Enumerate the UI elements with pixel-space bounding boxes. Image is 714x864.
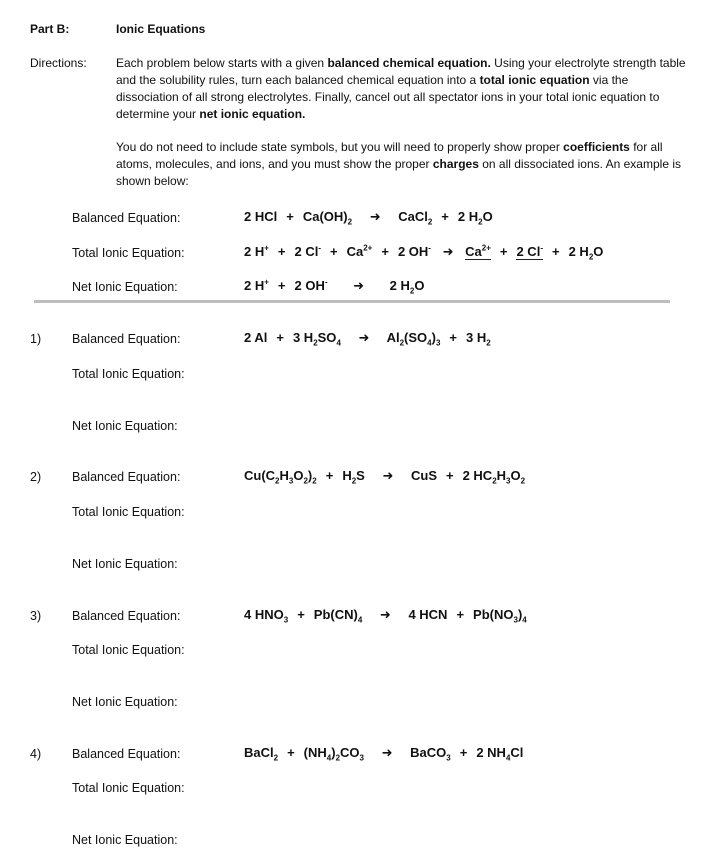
example-balanced-label: Balanced Equation: (72, 211, 181, 225)
example-total-equation: 2 H+ + 2 $Cl^- + Ca^{2+} + 2$ OH- ➜ $Ca^{2+} + 2$ Cl- + 2 $H_2O$ (244, 243, 604, 262)
problem-3-total-label: Total Ionic Equation: (72, 643, 185, 657)
problem-3-net-label: Net Ionic Equation: (72, 695, 178, 709)
directions-label: Directions: (30, 56, 87, 70)
example-net-equation: 2 H+ + 2 OH- ➜ 2 $H_2O$ (244, 277, 425, 296)
problem-1-total-label: Total Ionic Equation: (72, 367, 185, 381)
section-title: Ionic Equations (116, 22, 206, 36)
problem-2-number: 2) (30, 470, 42, 484)
problem-1-balanced-label: Balanced Equation: (72, 332, 181, 346)
example-net-label: Net Ionic Equation: (72, 280, 178, 294)
example-balanced-equation: 2 HCl + $Ca(OH)_2$ ➜ CaCl$_2$ + 2 $H_2O$ (244, 209, 493, 227)
spectator-ion: 2 Cl- (516, 243, 543, 259)
reaction-arrow-icon: ➜ (379, 607, 391, 622)
spectator-ion: $Ca^{2+}$ (465, 243, 491, 259)
problem-3-equation: 4 $HNO_3 + Pb(CN)_4$ ➜ 4 HCN + $Pb(NO_3)_4$ (244, 607, 527, 625)
problem-1-number: 1) (30, 332, 42, 346)
section-divider (34, 300, 670, 303)
problem-2-balanced-label: Balanced Equation: (72, 470, 181, 484)
problem-4-total-label: Total Ionic Equation: (72, 781, 185, 795)
problem-4-net-label: Net Ionic Equation: (72, 833, 178, 847)
reaction-arrow-icon: ➜ (382, 468, 394, 483)
problem-4-equation: BaCl$_2$ + $(NH_4)_2CO_3$ ➜ BaCO$_3$ + 2 $NH_4Cl$ (244, 745, 524, 763)
reaction-arrow-icon: ➜ (369, 209, 381, 224)
directions-paragraph-2: You do not need to include state symbols, but you will need to properly show proper coefficients for all atoms, molecules, and ions, and you must show the proper charges on all dissociated ions. An example is shown below: (116, 140, 681, 188)
part-label: Part B: (30, 22, 70, 36)
directions-paragraph-1: Each problem below starts with a given balanced chemical equation. Using your electrolyte strength table and the solubility rules, turn each balanced chemical equation into a total ionic equation via the dissociation of all strong electrolytes. Finally, cancel out all spectator ions in your total ionic equation to determine your net ionic equation. (116, 56, 686, 121)
problem-1-equation: 2 Al + 3 $H_2SO_4$ ➜ $Al_2(SO_4)_3 + 3$ $H_2$ (244, 330, 491, 348)
reaction-arrow-icon: ➜ (353, 278, 365, 293)
problem-2-net-label: Net Ionic Equation: (72, 557, 178, 571)
problem-4-number: 4) (30, 747, 42, 761)
problem-3-number: 3) (30, 609, 42, 623)
reaction-arrow-icon: ➜ (442, 244, 454, 259)
problem-2-equation: $Cu(C_2H_3O_2)_2 + H_2S$ ➜ CuS + 2 $HC_2H_3O_2$ (244, 468, 526, 486)
directions-text (116, 55, 686, 190)
problem-4-balanced-label: Balanced Equation: (72, 747, 181, 761)
problem-2-total-label: Total Ionic Equation: (72, 505, 185, 519)
example-total-label: Total Ionic Equation: (72, 246, 185, 260)
reaction-arrow-icon: ➜ (358, 330, 370, 345)
problem-3-balanced-label: Balanced Equation: (72, 609, 181, 623)
reaction-arrow-icon: ➜ (381, 745, 393, 760)
problem-1-net-label: Net Ionic Equation: (72, 419, 178, 433)
